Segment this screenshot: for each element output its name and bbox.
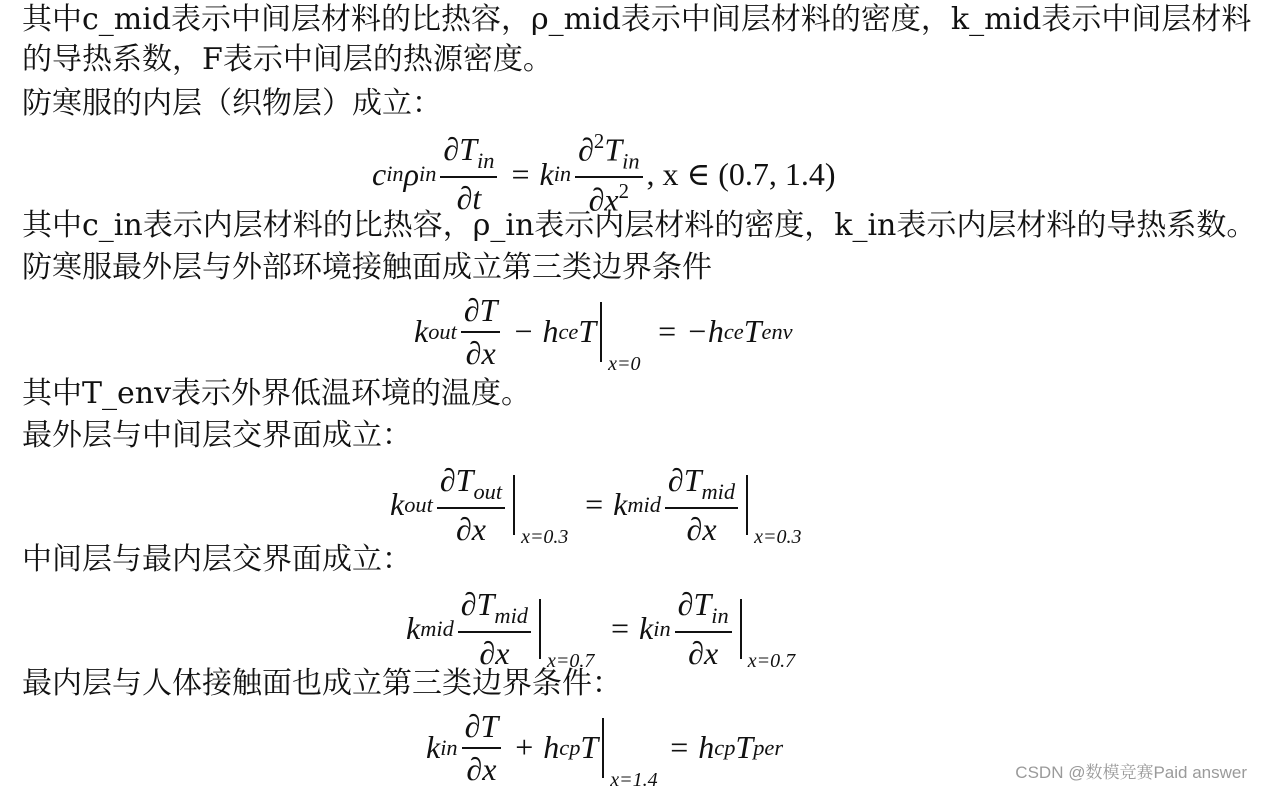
eq-sub: ce [558, 318, 579, 344]
eq-sup: 2 [593, 130, 605, 153]
fraction [440, 131, 497, 216]
equation-outer-boundary [414, 292, 793, 375]
eval-bar [746, 475, 802, 548]
eq-sub: in [440, 734, 458, 760]
eq-num: ∂T [462, 708, 502, 749]
eval-bar [513, 475, 569, 548]
eq-var: k [406, 610, 421, 647]
eq-var: h [698, 729, 715, 766]
eq-sub: in [711, 602, 729, 628]
eval-sub: x=0.7 [547, 649, 595, 672]
eq-var: T [580, 729, 599, 766]
eq-num: ∂T [443, 131, 478, 168]
eq-sub: env [761, 318, 793, 344]
eval-bar [600, 302, 641, 375]
eq-sub: mid [494, 602, 528, 628]
eq-sub: per [753, 734, 784, 760]
fraction [458, 586, 531, 671]
eq-var: T [743, 313, 762, 350]
eq-op: + [515, 729, 534, 766]
text: 最内层与人体接触面也成立第三类边界条件： [22, 666, 622, 701]
eq-sub: in [477, 148, 495, 174]
eq-sub: cp [559, 734, 581, 760]
eq-sub: mid [420, 615, 454, 641]
eq-num: ∂T [439, 462, 474, 498]
fraction [462, 708, 502, 788]
eq-den: ∂x [588, 181, 619, 218]
paragraph-inner-layer-heading [22, 86, 442, 122]
paragraph-env-temp [22, 376, 531, 412]
eq-var: T [578, 313, 597, 350]
eq-op: = [670, 729, 689, 766]
paragraph-body-boundary [22, 666, 622, 702]
eval-bar [602, 718, 658, 791]
eval-sub: x=1.4 [610, 768, 658, 791]
text: 最外层与中间层交界面成立： [22, 418, 412, 453]
eq-op: = [585, 486, 604, 523]
eq-num: ∂T [677, 586, 712, 622]
eq-sub: ce [723, 318, 744, 344]
eq-sub: in [386, 161, 404, 187]
eval-bar [740, 599, 796, 672]
fraction [675, 586, 732, 671]
eq-op: = [611, 610, 630, 647]
eval-sub: x=0 [608, 352, 641, 375]
eq-sub: out [428, 318, 457, 344]
watermark: CSDN @数模竞赛Paid answer [1015, 763, 1247, 782]
eq-var: k [426, 729, 441, 766]
eq-op: = [658, 313, 677, 350]
eq-var: k [414, 313, 429, 350]
text: 其中c_in表示内层材料的比热容，ρ_in表示内层材料的密度，k_in表示内层材料的导热系数。 [22, 208, 1257, 243]
eq-den: ∂x [465, 334, 496, 371]
paragraph-mid-inner-interface [22, 542, 412, 578]
equation-outer-mid [390, 462, 802, 548]
eq-var: c [372, 155, 387, 192]
fraction [461, 292, 501, 372]
eval-sub: x=0.3 [754, 525, 802, 548]
eq-var: k [613, 486, 628, 523]
eq-den: ∂x [686, 510, 717, 547]
eq-var: ρ [403, 155, 419, 192]
fraction [437, 462, 505, 547]
eq-sub: mid [627, 491, 661, 517]
eq-sub: in [553, 161, 572, 187]
paragraph-outer-mid-interface [22, 418, 412, 454]
eq-den: ∂x [479, 634, 510, 671]
eq-den: ∂x [455, 510, 486, 547]
eq-var: k [639, 610, 654, 647]
paragraph-outer-boundary [22, 250, 712, 286]
eq-op: = [511, 155, 530, 192]
eq-range: , x ∈ (0.7, 1.4) [646, 156, 836, 193]
eq-num: ∂ [578, 131, 594, 168]
eq-num: ∂T [461, 292, 501, 333]
eq-var: k [539, 155, 554, 192]
eq-sub: out [404, 491, 433, 517]
equation-inner-heat [372, 130, 836, 218]
eq-var: T [604, 131, 623, 168]
eq-num: ∂T [667, 462, 702, 498]
eq-den: ∂x [466, 750, 497, 787]
eq-op: − [514, 313, 533, 350]
paragraph-mid-layer-line1 [22, 2, 1251, 38]
eq-sub: in [418, 161, 437, 187]
eval-sub: x=0.7 [747, 649, 796, 672]
eq-var: −h [686, 313, 724, 350]
text: 防寒服最外层与外部环境接触面成立第三类边界条件 [22, 250, 712, 285]
eq-num: ∂T [460, 586, 495, 622]
text: 的导热系数，F表示中间层的热源密度。 [22, 42, 553, 77]
eq-sub: in [622, 148, 640, 174]
eq-sub: mid [701, 478, 736, 504]
eval-bar [539, 599, 595, 672]
paragraph-mid-layer-line2 [22, 42, 553, 78]
text: 其中c_mid表示中间层材料的比热容，ρ_mid表示中间层材料的密度，k_mid表示中间层材料 [22, 2, 1252, 37]
eq-var: h [542, 313, 559, 350]
text: 中间层与最内层交界面成立： [22, 542, 412, 577]
eq-den: ∂t [456, 180, 482, 217]
eq-sub: out [473, 478, 503, 504]
eq-sub: cp [714, 734, 736, 760]
eq-var: k [390, 486, 405, 523]
eq-var: T [735, 729, 754, 766]
equation-mid-inner [406, 586, 796, 672]
text: 其中T_env表示外界低温环境的温度。 [22, 376, 532, 411]
equation-body-boundary [426, 708, 784, 791]
eq-sub: in [653, 615, 671, 641]
eq-var: h [543, 729, 560, 766]
eq-den: ∂x [688, 634, 719, 671]
eq-sup: 2 [618, 180, 630, 204]
fraction [575, 130, 642, 218]
paragraph-inner-layer-desc [22, 208, 1256, 244]
text: 防寒服的内层（织物层）成立： [22, 86, 442, 121]
eval-sub: x=0.3 [521, 525, 569, 548]
fraction [665, 462, 738, 547]
